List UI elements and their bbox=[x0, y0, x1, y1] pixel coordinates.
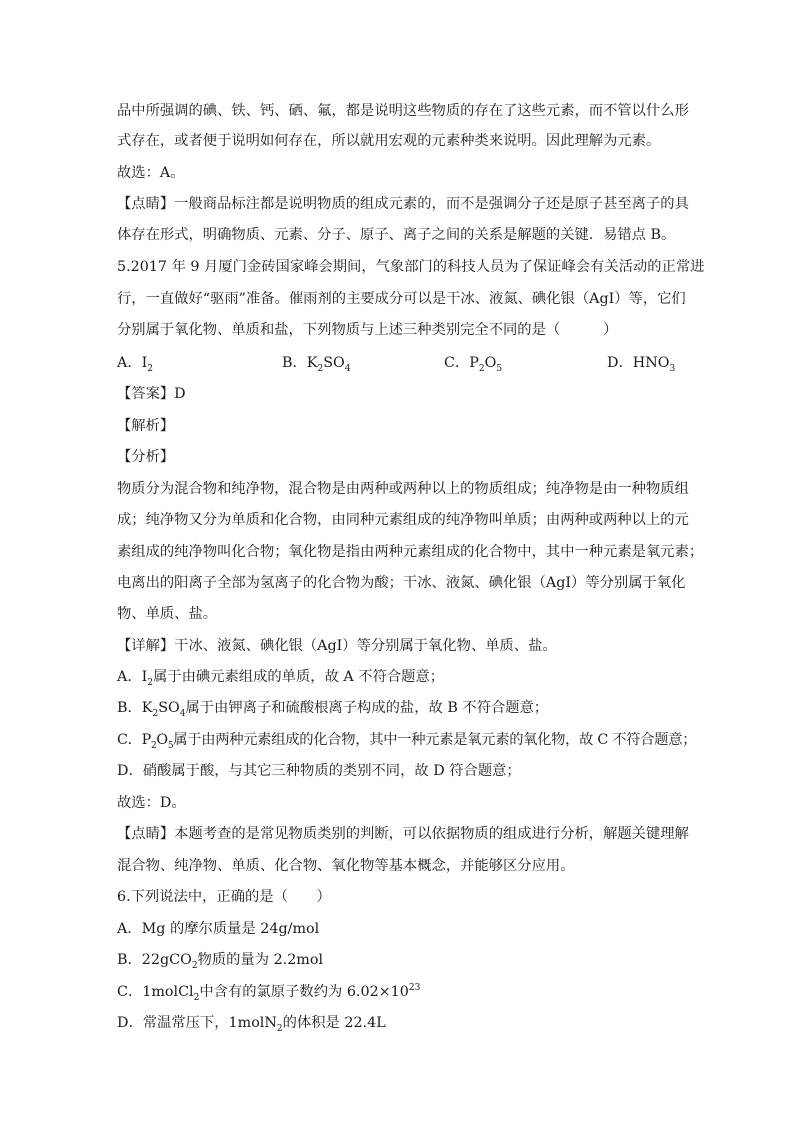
text-line: 体存在形式，明确物质、元素、分子、原子、离子之间的关系是解题的关键．易错点 B。 bbox=[117, 227, 676, 243]
text-line: 物质分为混合物和纯净物，混合物是由两种或两种以上的物质组成；纯净物是由一种物质组 bbox=[117, 481, 689, 497]
text-line: 电离出的阳离子全部为氢离子的化合物为酸；干冰、液氮、碘化银（AgI）等分别属于氧化 bbox=[117, 575, 686, 591]
highlight-note: 【点睛】本题考查的是常见物质类别的判断，可以依据物质的组成进行分析，解题关键理解 bbox=[117, 826, 689, 842]
text-line: 混合物、纯净物、单质、化合物、氧化物等基本概念，并能够区分应用。 bbox=[117, 858, 575, 874]
question-5-stem: 5.2017 年 9 月厦门金砖国家峰会期间，气象部门的科技人员为了保证峰会有关活动的正常进 bbox=[117, 259, 705, 275]
detail-b: B．$K_2SO_4$属于由钾离子和硫酸根离子构成的盐，故 B 不符合题意； bbox=[117, 700, 549, 719]
analysis-subheading: 【分析】 bbox=[117, 449, 175, 465]
option-b: B．$K_2SO_4$ bbox=[282, 355, 351, 374]
detail-c: C．$P_2O_5$属于由两种元素组成的化合物，其中一种元素是氧元素的氧化物，故 C 不符合题意； bbox=[117, 732, 697, 751]
text-line: 品中所强调的碘、铁、钙、硒、氟，都是说明这些物质的存在了这些元素，而不管以什么形 bbox=[117, 103, 689, 119]
detail-d: D．硝酸属于酸，与其它三种物质的类别不同，故 D 符合题意； bbox=[117, 763, 521, 779]
question-5-stem: 分别属于氧化物、单质和盐，下列物质与上述三种类别完全不同的是（ ） bbox=[117, 322, 618, 338]
analysis-heading: 【解析】 bbox=[117, 418, 175, 434]
detail-line: 【详解】干冰、液氮、碘化银（AgI）等分别属于氧化物、单质、盐。 bbox=[117, 638, 557, 654]
text-line: 式存在，或者便于说明如何存在，所以就用宏观的元素种类来说明。因此理解为元素。 bbox=[117, 133, 661, 149]
detail-a: A．$I_2$属于由碘元素组成的单质，故 A 不符合题意； bbox=[117, 669, 445, 688]
text-line: 素组成的纯净物叫化合物；氧化物是指由两种元素组成的化合物中，其中一种元素是氧元素； bbox=[117, 544, 704, 560]
highlight-note: 【点睛】一般商品标注都是说明物质的组成元素的，而不是强调分子还是原子甚至离子的具 bbox=[117, 196, 689, 212]
option-a: A．$I_2$ bbox=[117, 355, 154, 374]
text-line: 故选：A。 bbox=[117, 165, 185, 181]
option-d: D．$HNO_3$ bbox=[607, 355, 676, 374]
text-line: 物、单质、盐。 bbox=[117, 606, 218, 622]
question-6-stem: 6.下列说法中，正确的是（ ） bbox=[117, 889, 331, 905]
text-line: 故选：D。 bbox=[117, 795, 186, 811]
question-6-option-b: B．22gCO$_2$物质的量为 2.2mol bbox=[117, 952, 324, 971]
text-line: 成；纯净物又分为单质和化合物，由同种元素组成的纯净物叫单质；由两种或两种以上的元 bbox=[117, 512, 689, 528]
question-6-option-c: C．1molCl$_2$中含有的氯原子数约为 $6.02\times 10^{23}$ bbox=[117, 983, 421, 1003]
answer-label: 【答案】D bbox=[117, 386, 186, 402]
option-c: C．$P_2O_5$ bbox=[444, 355, 503, 374]
question-6-option-a: A．Mg 的摩尔质量是 24g/mol bbox=[117, 921, 320, 937]
question-5-stem: 行，一直做好“驱雨”准备。催雨剂的主要成分可以是干冰、液氮、碘化银（AgI）等，它们 bbox=[117, 291, 686, 307]
question-6-option-d: D．常温常压下，1molN$_2$的体积是 22.4L bbox=[117, 1015, 386, 1034]
